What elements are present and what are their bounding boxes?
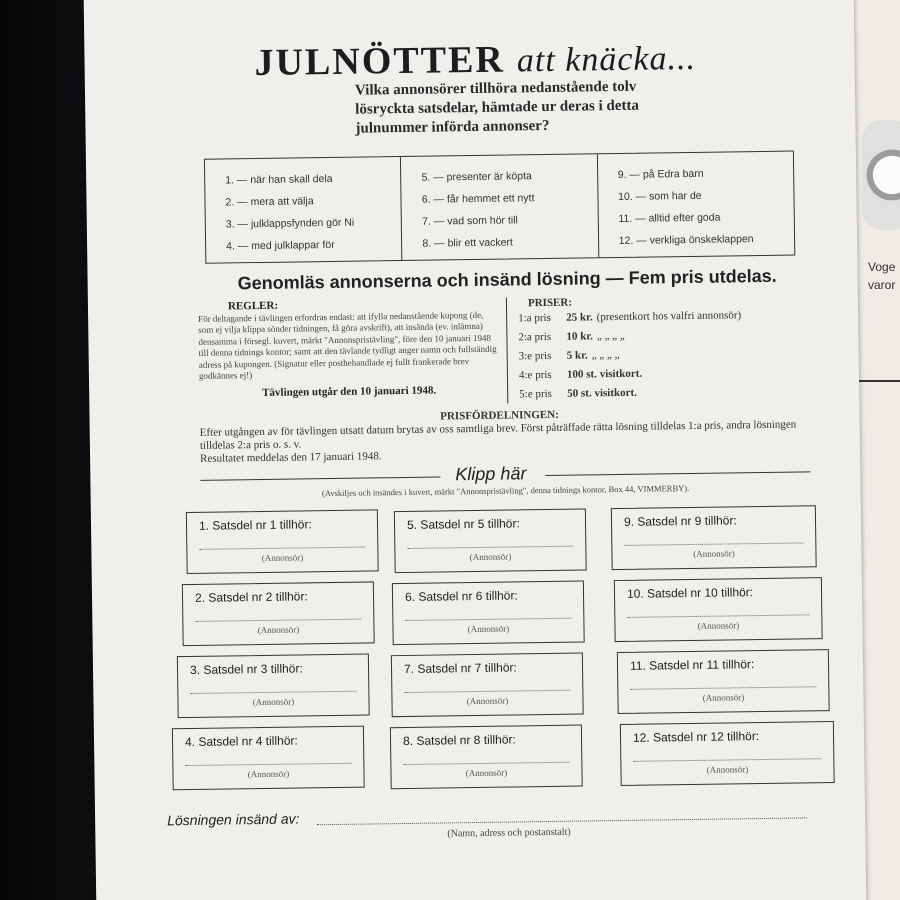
clue-item: 6. — får hemmet ett nytt [421, 192, 535, 206]
rules-text: För deltagande i tävlingen erfordras endast: att ifylla nedanstående kupong (de, som ej vilja klippa sönder tidningen, få göra avskrift), att insända (ev. inlämna) densamma i försegl. kuvert, märkt "Annonspristävling", före den 10 januari 1948 till denna tidnings kontor; samt att den tävlande tydligt anger namn och fullständig adress på kupongen. (Signatur eller posthehandlade ej fullt frankerade brev godkännes ej!) [198, 309, 497, 381]
clue-item: 4. — med julklappar för [226, 238, 335, 253]
newspaper-page [83, 0, 866, 900]
rules-heading: REGLER: [227, 299, 279, 313]
distribution-section [199, 405, 800, 465]
page-title: JULNÖTTER att knäcka... [254, 38, 697, 85]
clue-item: 7. — vad som hör till [422, 214, 518, 228]
watch-illustration [862, 120, 900, 230]
coupon-box-5[interactable]: 5. Satsdel nr 5 tillhör: (Annonsör) [394, 508, 587, 573]
coupon-box-4[interactable]: 4. Satsdel nr 4 tillhör: (Annonsör) [172, 726, 365, 791]
coupon-box-8[interactable]: 8. Satsdel nr 8 tillhör: (Annonsör) [390, 725, 583, 790]
cut-instructions: (Avskiljes och insändes i kuvert, märkt "Annonspristävling", denna tidnings kontor, Box 44, VIMMERBY). [321, 483, 690, 499]
sender-line[interactable] [167, 803, 807, 852]
clues-column-1 [205, 157, 402, 263]
coupon-box-6[interactable]: 6. Satsdel nr 6 tillhör: (Annonsör) [392, 580, 585, 645]
coupon-box-10[interactable]: 10. Satsdel nr 10 tillhör: (Annonsör) [614, 577, 823, 642]
clue-item: 3. — julklappsfynden gör Ni [225, 216, 355, 231]
clues-table [204, 151, 795, 264]
coupon-box-11[interactable]: 11. Satsdel nr 11 tillhör: (Annonsör) [617, 649, 830, 714]
coupon-box-7[interactable]: 7. Satsdel nr 7 tillhör: (Annonsör) [391, 653, 584, 718]
coupon-box-2[interactable]: 2. Satsdel nr 2 tillhör: (Annonsör) [182, 581, 375, 646]
side-page-text: Voge varor [868, 260, 896, 292]
coupon-box-12[interactable]: 12. Satsdel nr 12 tillhör: (Annonsör) [620, 721, 835, 786]
contest-subheading: Genomläs annonserna och insänd lösning — Fem pris utdelas. [237, 265, 777, 294]
coupon-box-3[interactable]: 3. Satsdel nr 3 tillhör: (Annonsör) [177, 654, 370, 719]
clue-item: 8. — blir ett vackert [422, 236, 513, 250]
clue-item: 1. — när han skall dela [225, 172, 333, 187]
clue-item: 9. — på Edra barn [617, 167, 704, 181]
clues-column-2 [400, 154, 598, 260]
distribution-text: Efter utgången av för tävlingen utsatt datum brytas av oss samtliga brev. Först påträffade rätta lösning tilldelas 1:a pris, andra lösningen tilldelas 2:a pris o. s. v. [199, 418, 797, 452]
clue-item: 2. — mera att välja [225, 195, 314, 209]
prize-row: 5:e pris 50 st. visitkort. [519, 386, 637, 401]
clue-item: 11. — alltid efter goda [618, 211, 721, 225]
distribution-heading: PRISFÖRDELNINGEN: [440, 408, 559, 423]
coupon-box-1[interactable]: 1. Satsdel nr 1 tillhör: (Annonsör) [186, 509, 379, 574]
prize-row: 4:e pris 100 st. visitkort. [518, 367, 643, 382]
rules-deadline: Tävlingen utgår den 10 januari 1948. [262, 384, 437, 399]
coupon-box-9[interactable]: 9. Satsdel nr 9 tillhör: (Annonsör) [611, 505, 817, 570]
clue-item: 12. — verkliga önskeklappen [618, 233, 754, 247]
prize-row: 2:a pris 10 kr. „ „ „ „ [518, 329, 625, 344]
cut-here-label: Klipp här [455, 463, 527, 485]
result-date: Resultatet meddelas den 17 januari 1948. [200, 450, 382, 465]
intro-question: Vilka annonsörer tillhöra nedanstående tolv lösryckta satsdelar, hämtade ur deras i detta julnummer införda annonser? [354, 78, 640, 137]
clue-item: 10. — som har de [618, 189, 702, 203]
sender-sublabel: (Namn, adress och postanstalt) [447, 826, 571, 840]
clues-column-3 [597, 152, 795, 258]
clue-item: 5. — presenter är köpta [421, 170, 532, 184]
sender-label: Lösningen insänd av: [167, 810, 300, 829]
rules-section [198, 298, 499, 400]
prizes-heading: PRISER: [527, 296, 573, 310]
prize-row: 3:e pris 5 kr. „ „ „ „ [518, 348, 620, 363]
prize-row: 1:a pris 25 kr. (presentkort hos valfri annonsör) [518, 309, 742, 325]
section-divider [506, 298, 508, 404]
prizes-section [518, 293, 809, 404]
